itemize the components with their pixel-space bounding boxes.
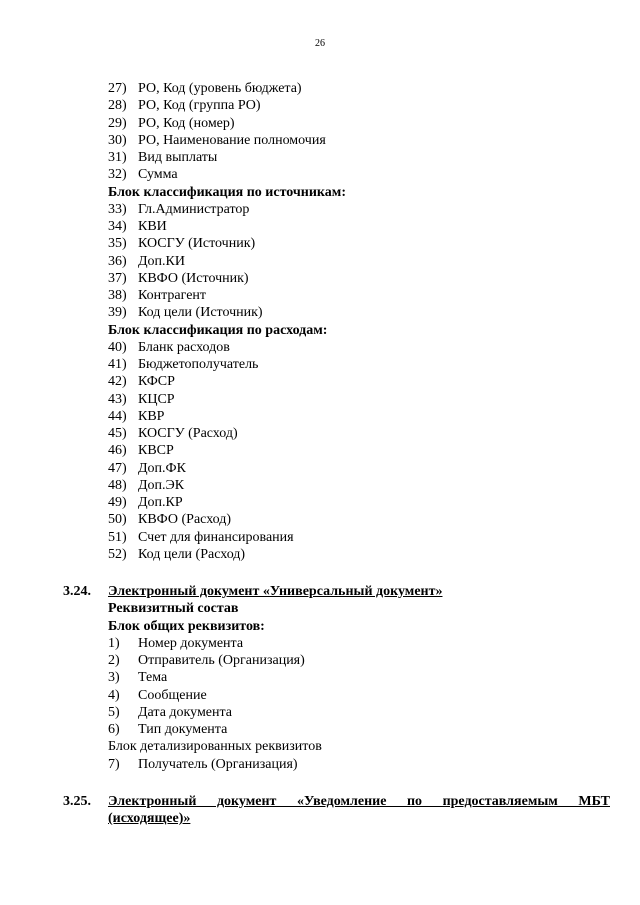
item-number: 2) — [108, 653, 120, 668]
item-text: Дата документа — [138, 704, 233, 720]
item-text: Бюджетополучатель — [138, 357, 259, 372]
item-number: 47) — [108, 460, 127, 476]
item-text: Код цели (Расход) — [138, 546, 246, 562]
item-number: 1) — [108, 635, 120, 651]
item-text: КВСР — [138, 443, 174, 459]
item-number: 40) — [108, 339, 127, 355]
list-item — [0, 704, 640, 721]
item-text: Тип документа — [138, 722, 228, 737]
section-3-25 — [0, 793, 640, 828]
item-number: 27) — [108, 81, 127, 96]
item-number: 30) — [108, 132, 127, 148]
heading-expenses-block: Блок классификация по расходам: — [108, 322, 328, 338]
list-item — [0, 270, 640, 287]
item-number: 31) — [108, 150, 127, 165]
item-text: Гл.Администратор — [138, 201, 250, 217]
item-number: 33) — [108, 201, 127, 217]
item-number: 34) — [108, 219, 127, 234]
item-number: 5) — [108, 704, 120, 720]
list-item — [0, 132, 640, 149]
item-number: 3) — [108, 670, 120, 686]
item-text: Код цели (Источник) — [138, 305, 263, 321]
item-text: Доп.ФК — [138, 460, 186, 476]
common-requisites-list — [0, 635, 640, 739]
item-text: КОСГУ (Источник) — [138, 236, 256, 252]
item-number: 52) — [108, 546, 127, 562]
heading-sources-block: Блок классификация по источникам: — [108, 184, 346, 200]
item-text: Получатель (Организация) — [138, 756, 298, 772]
list-item — [0, 442, 640, 459]
item-number: 38) — [108, 288, 127, 303]
item-text: КЦСР — [138, 391, 175, 407]
list-item — [0, 756, 640, 773]
item-number: 28) — [108, 98, 127, 114]
item-text: РО, Наименование полномочия — [138, 132, 326, 148]
section-subtitle: Реквизитный состав — [108, 601, 239, 617]
item-number: 50) — [108, 512, 127, 528]
list-item — [0, 408, 640, 425]
item-number: 37) — [108, 270, 127, 286]
item-text: Сумма — [138, 167, 178, 183]
heading-detailed-requisites: Блок детализированных реквизитов — [108, 739, 322, 755]
item-text: Контрагент — [138, 288, 207, 303]
item-text: Счет для финансирования — [138, 529, 294, 545]
item-number: 6) — [108, 722, 120, 737]
item-text: КОСГУ (Расход) — [138, 426, 238, 441]
item-number: 46) — [108, 443, 127, 459]
list-item — [0, 391, 640, 408]
page-number: 26 — [315, 38, 325, 49]
list-item — [0, 218, 640, 235]
list-item — [0, 201, 640, 218]
item-text: Бланк расходов — [138, 339, 230, 355]
item-text: Доп.ЭК — [138, 477, 185, 493]
item-number: 42) — [108, 374, 127, 390]
list-item — [0, 115, 640, 132]
item-text: КФСР — [138, 374, 175, 390]
item-text: Доп.КР — [138, 495, 183, 510]
requisite-list-a — [0, 80, 640, 184]
list-item — [0, 477, 640, 494]
section-title-line-1: Электронный документ «Уведомление по предоставляемым МБТ — [108, 793, 610, 809]
list-item — [0, 149, 640, 166]
item-text: КВФО (Источник) — [138, 270, 249, 286]
section-3-24 — [0, 583, 640, 600]
item-text: Сообщение — [138, 687, 207, 703]
item-text: РО, Код (номер) — [138, 115, 235, 131]
item-number: 29) — [108, 115, 127, 131]
item-number: 35) — [108, 236, 127, 252]
item-number: 48) — [108, 477, 127, 493]
item-number: 51) — [108, 529, 127, 545]
item-number: 41) — [108, 357, 127, 372]
list-item — [0, 635, 640, 652]
item-text: Тема — [138, 670, 168, 686]
list-item — [0, 494, 640, 511]
item-number: 4) — [108, 687, 120, 703]
list-item — [0, 253, 640, 270]
item-number: 49) — [108, 495, 127, 510]
list-item — [0, 511, 640, 528]
item-text: РО, Код (группа РО) — [138, 98, 261, 114]
list-item — [0, 97, 640, 114]
item-number: 45) — [108, 426, 127, 441]
item-text: Доп.КИ — [138, 253, 185, 269]
item-number: 44) — [108, 408, 127, 424]
section-number: 3.25. — [63, 793, 91, 809]
list-item — [0, 652, 640, 669]
item-text: Вид выплаты — [138, 150, 218, 165]
item-number: 7) — [108, 756, 120, 772]
list-item — [0, 460, 640, 477]
item-number: 32) — [108, 167, 127, 183]
list-item — [0, 339, 640, 356]
item-text: КВИ — [138, 219, 167, 234]
item-text: Отправитель (Организация) — [138, 653, 305, 668]
requisite-list-b — [0, 201, 640, 322]
item-text: РО, Код (уровень бюджета) — [138, 81, 302, 96]
list-item — [0, 356, 640, 373]
list-item — [0, 529, 640, 546]
list-item — [0, 166, 640, 183]
list-item — [0, 425, 640, 442]
item-number: 43) — [108, 391, 127, 407]
list-item — [0, 80, 640, 97]
list-item — [0, 687, 640, 704]
list-item — [0, 235, 640, 252]
document-body — [0, 80, 640, 827]
heading-common-requisites: Блок общих реквизитов: — [108, 618, 265, 634]
list-item — [0, 546, 640, 563]
list-item — [0, 373, 640, 390]
list-item — [0, 304, 640, 321]
list-item — [0, 287, 640, 304]
detailed-requisites-list — [0, 756, 640, 773]
list-item — [0, 721, 640, 738]
item-text: КВР — [138, 408, 165, 424]
item-number: 36) — [108, 253, 127, 269]
section-title: Электронный документ «Универсальный документ» — [108, 584, 443, 599]
list-item — [0, 669, 640, 686]
section-number: 3.24. — [63, 584, 91, 599]
item-text: Номер документа — [138, 635, 244, 651]
section-title-line-2: (исходящее)» — [108, 811, 191, 826]
item-number: 39) — [108, 305, 127, 321]
requisite-list-c — [0, 339, 640, 563]
item-text: КВФО (Расход) — [138, 512, 232, 528]
